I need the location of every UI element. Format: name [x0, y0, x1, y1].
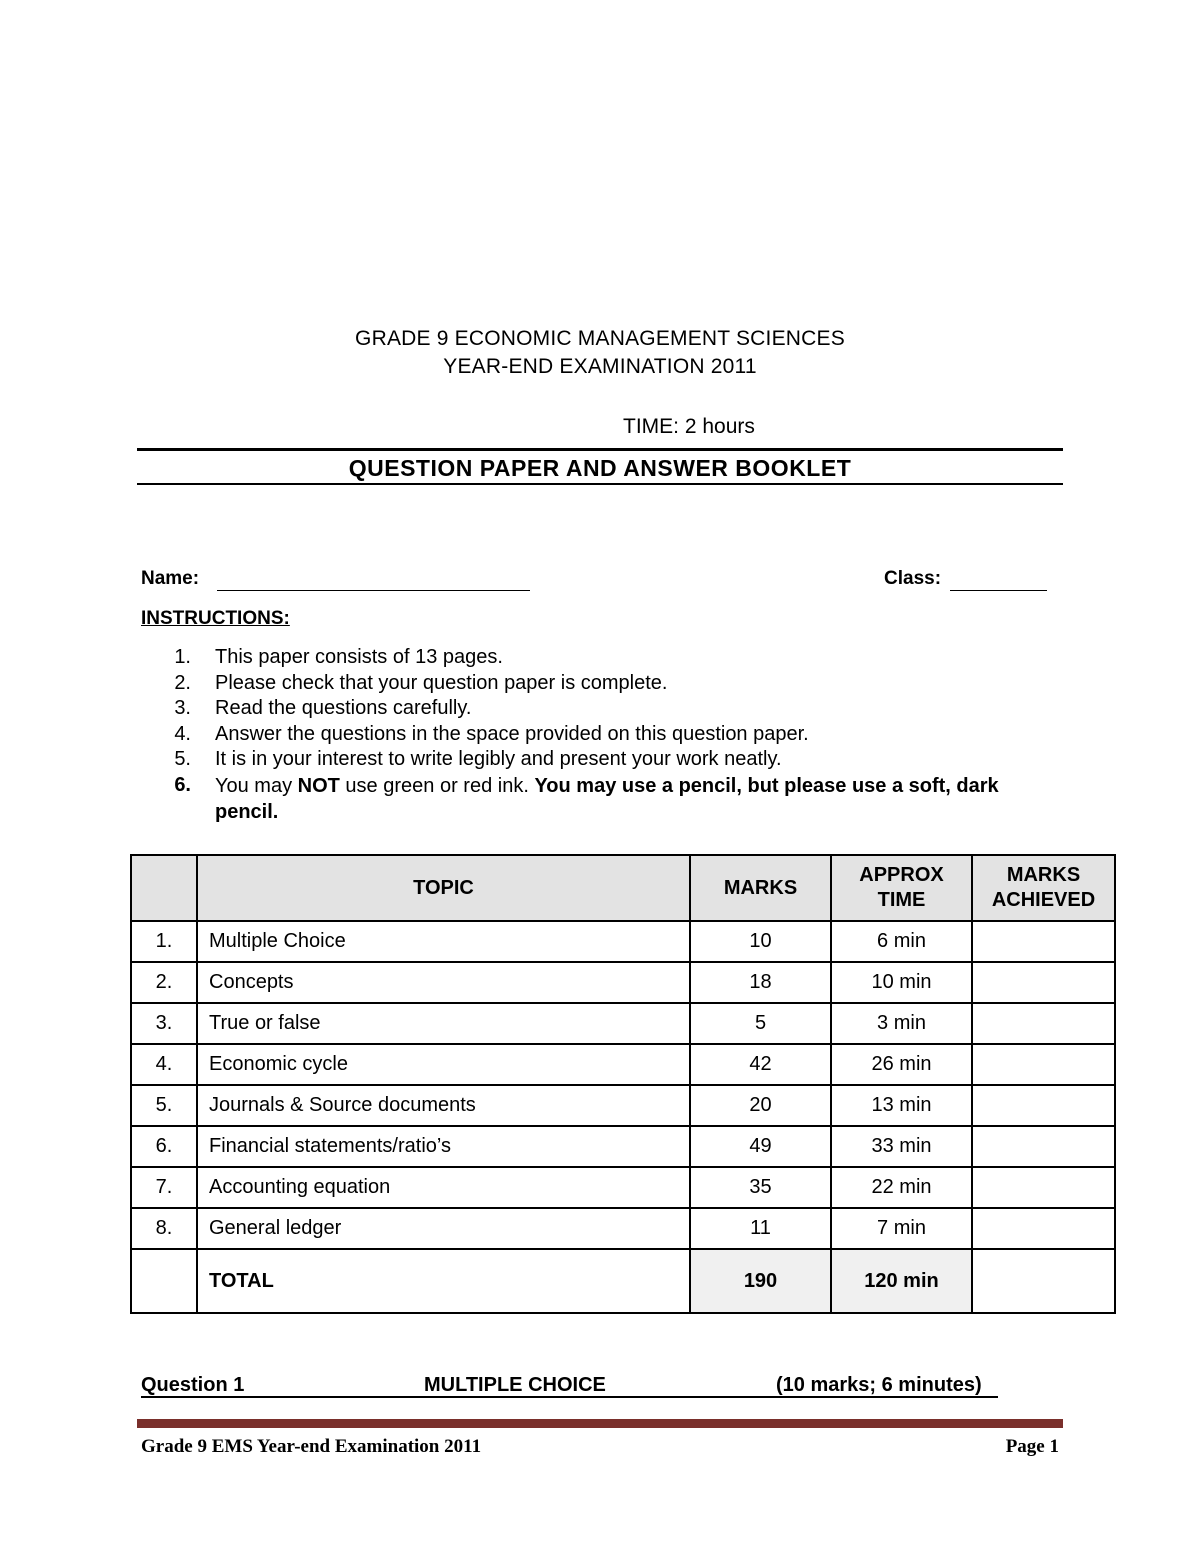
marks-achieved-cell[interactable]	[972, 1085, 1115, 1126]
marks-achieved-cell[interactable]	[972, 1167, 1115, 1208]
total-label: TOTAL	[197, 1249, 690, 1313]
marks-achieved-cell[interactable]	[972, 921, 1115, 962]
total-marks: 190	[690, 1249, 831, 1313]
question-1-title: MULTIPLE CHOICE	[424, 1374, 606, 1396]
footer-bar	[137, 1419, 1063, 1428]
table-row: 8. General ledger 11 7 min	[131, 1208, 1115, 1249]
marks-achieved-cell[interactable]	[972, 1003, 1115, 1044]
header-rule-top	[137, 448, 1063, 451]
exam-time: TIME: 2 hours	[623, 415, 755, 438]
class-field-line[interactable]	[950, 590, 1047, 591]
header-marks: MARKS	[690, 855, 831, 921]
table-row: 5. Journals & Source documents 20 13 min	[131, 1085, 1115, 1126]
table-row: 7. Accounting equation 35 22 min	[131, 1167, 1115, 1208]
instructions-list	[141, 645, 1061, 825]
question-1-marks: (10 marks; 6 minutes)	[776, 1374, 982, 1396]
marks-achieved-cell[interactable]	[972, 1044, 1115, 1085]
booklet-title: QUESTION PAPER AND ANSWER BOOKLET	[348, 455, 852, 481]
instructions-heading: INSTRUCTIONS:	[141, 608, 290, 629]
name-field-line[interactable]	[217, 590, 530, 591]
marks-table	[130, 854, 1116, 1314]
instruction-item: 2. Please check that your question paper is complete.	[174, 671, 668, 694]
marks-achieved-cell[interactable]	[972, 962, 1115, 1003]
table-row: 2. Concepts 18 10 min	[131, 962, 1115, 1003]
table-row: 6. Financial statements/ratio’s 49 33 min	[131, 1126, 1115, 1167]
header-number	[131, 855, 197, 921]
instruction-item: 4. Answer the questions in the space provided on this question paper.	[174, 722, 809, 745]
marks-achieved-cell[interactable]	[972, 1126, 1115, 1167]
instruction-item: 6. You may NOT use green or red ink. You may use a pencil, but please use a soft, dark pencil.	[174, 773, 999, 823]
total-time: 120 min	[831, 1249, 972, 1313]
header-marks-achieved: MARKS ACHIEVED	[972, 855, 1115, 921]
table-row: 1. Multiple Choice 10 6 min	[131, 921, 1115, 962]
question-1-label: Question 1	[141, 1374, 245, 1396]
table-total-row	[131, 1249, 1115, 1313]
footer-title: Grade 9 EMS Year-end Examination 2011	[141, 1436, 482, 1457]
header-topic: TOPIC	[197, 855, 690, 921]
exam-title-line2: YEAR-END EXAMINATION 2011	[443, 355, 757, 378]
instruction-item: 3. Read the questions carefully.	[174, 697, 472, 719]
name-label: Name:	[141, 568, 200, 589]
table-row: 4. Economic cycle 42 26 min	[131, 1044, 1115, 1085]
class-label: Class:	[884, 568, 942, 589]
table-header-row	[131, 855, 1115, 921]
question-1-underline	[141, 1396, 998, 1398]
header-rule-bottom	[137, 483, 1063, 485]
marks-achieved-cell[interactable]	[972, 1208, 1115, 1249]
page-number: Page 1	[1005, 1436, 1059, 1457]
total-marks-achieved-cell[interactable]	[972, 1249, 1115, 1313]
instruction-item: 5. It is in your interest to write legibly and present your work neatly.	[174, 748, 782, 770]
header-approx-time: APPROX TIME	[831, 855, 972, 921]
table-row: 3. True or false 5 3 min	[131, 1003, 1115, 1044]
exam-title-line1: GRADE 9 ECONOMIC MANAGEMENT SCIENCES	[355, 327, 845, 350]
instruction-item: 1. This paper consists of 13 pages.	[174, 646, 503, 668]
